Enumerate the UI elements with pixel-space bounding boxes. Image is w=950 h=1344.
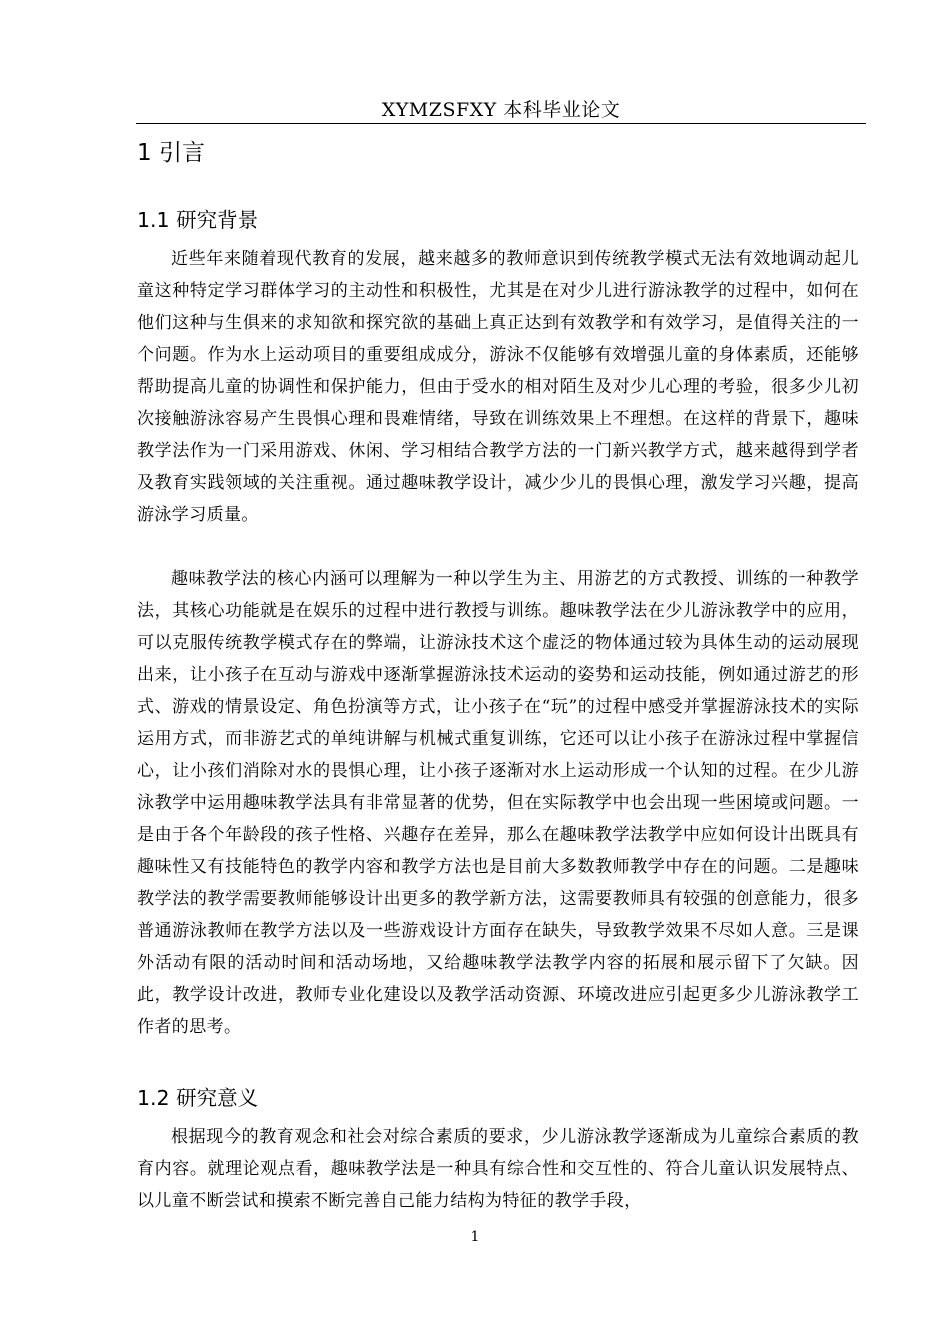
header-rule (136, 123, 866, 124)
section-heading-background: 1.1 研究背景 (137, 208, 259, 232)
page-number: 1 (470, 1229, 480, 1245)
chapter-heading: 1 引言 (137, 140, 205, 166)
section-heading-significance: 1.2 研究意义 (137, 1086, 259, 1110)
paragraph: 近些年来随着现代教育的发展，越来越多的教师意识到传统教学模式无法有效地调动起儿童这种特定学习群体学习的主动性和积极性，尤其是在对少儿进行游泳教学的过程中，如何在他们这种与生俱来的求知欲和探究欲的基础上真正达到有效教学和有效学习，是值得关注的一个问题。作为水上运动项目的重要组成成分，游泳不仅能够有效增强儿童的身体素质，还能够帮助提高儿童的协调性和保护能力，但由于受水的相对陌生及对少儿心理的考验，很多少儿初次接触游泳容易产生畏惧心理和畏难情绪，导致在训练效果上不理想。在这样的背景下，趣味教学法作为一门采用游戏、休闲、学习相结合教学方法的一门新兴教学方式，越来越得到学者及教育实践领域的关注重视。通过趣味教学设计，减少少儿的畏惧心理，激发学习兴趣，提高游泳学习质量。 (137, 249, 859, 525)
paragraph: 趣味教学法的核心内涵可以理解为一种以学生为主、用游艺的方式教授、训练的一种教学法，其核心功能就是在娱乐的过程中进行教授与训练。趣味教学法在少儿游泳教学中的应用，可以克服传统教学模式存在的弊端，让游泳技术这个虚泛的物体通过较为具体生动的运动展现出来，让小孩子在互动与游戏中逐渐掌握游泳技术运动的姿势和运动技能，例如通过游艺的形式、游戏的情景设定、角色扮演等方式，让小孩子在“玩”的过程中感受并掌握游泳技术的实际运用方式，而非游艺式的单纯讲解与机械式重复训练，它还可以让小孩子在游泳过程中掌握信心，让小孩们消除对水的畏惧心理，让小孩子逐渐对水上运动形成一个认知的过程。在少儿游泳教学中运用趣味教学法具有非常显著的优势，但在实际教学中也会出现一些困境或问题。一是由于各个年龄段的孩子性格、兴趣存在差异，那么在趣味教学法教学中应如何设计出既具有趣味性又有技能特色的教学内容和教学方法也是目前大多数教师教学中存在的问题。二是趣味教学法的教学需要教师能够设计出更多的教学新方法，这需要教师具有较强的创意能力，很多普通游泳教师在教学方法以及一些游戏设计方面存在缺失，导致教学效果不尽如人意。三是课外活动有限的活动时间和活动场地，又给趣味教学法教学内容的拓展和展示留下了欠缺。因此，教学设计改进，教师专业化建设以及教学活动资源、环境改进应引起更多少儿游泳教学工作者的思考。 (137, 569, 859, 1037)
paragraph: 根据现今的教育观念和社会对综合素质的要求，少儿游泳教学逐渐成为儿童综合素质的教育内容。就理论观点看，趣味教学法是一种具有综合性和交互性的、符合儿童认识发展特点、以儿童不断尝试和摸索不断完善自己能力结构为特征的教学手段， (137, 1127, 859, 1211)
page-header: XYMZSFXY 本科毕业论文 (381, 99, 621, 121)
